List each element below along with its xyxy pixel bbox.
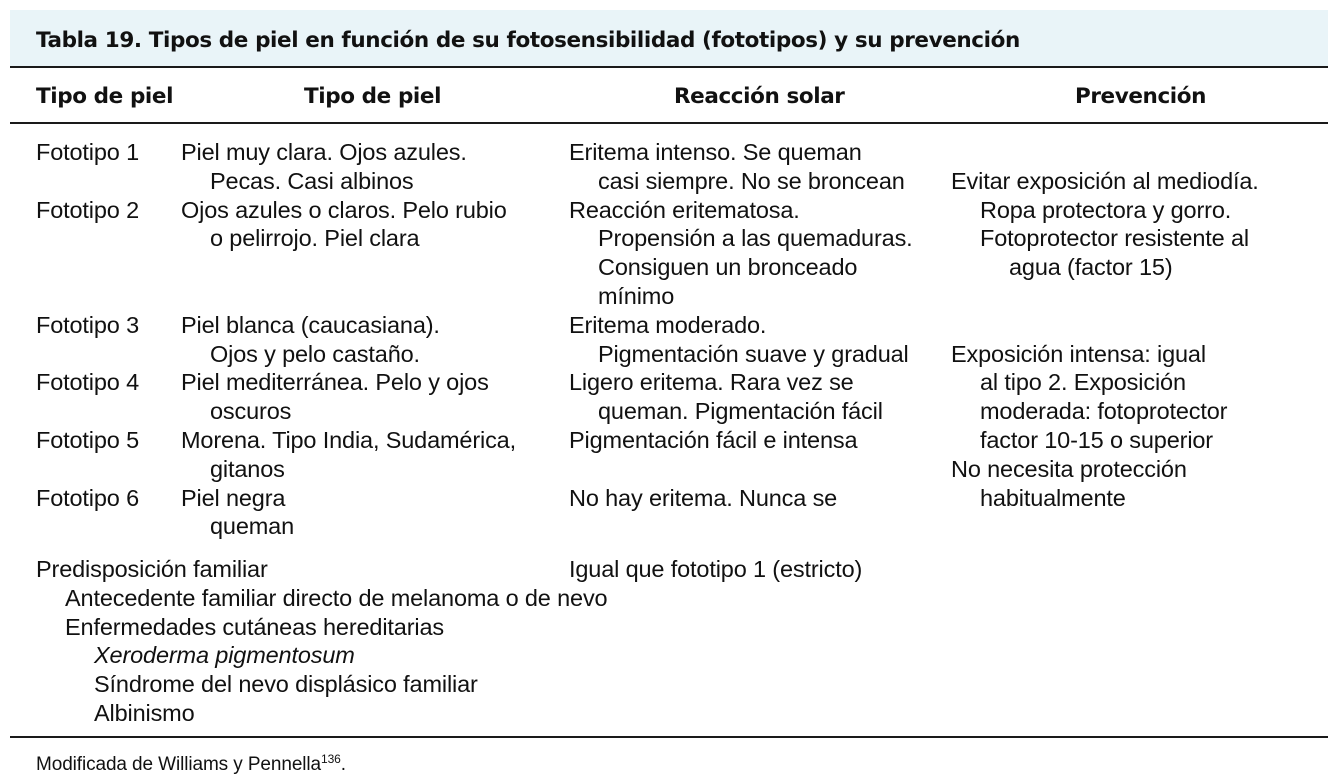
fototipo-2-piel: Ojos azules o claros. Pelo rubio o pelirrojo. Piel clara [181,196,507,252]
predisposicion-block [36,555,607,728]
predisposicion-subitem-nevo: Síndrome del nevo displásico familiar [94,671,478,698]
prevencion-grupo-3: No necesita protección habitualmente [951,455,1187,511]
prevencion-grupo-1: Evitar exposición al mediodía. Ropa protectora y gorro. Fotoprotector resistente al agua (factor 15) [951,167,1259,281]
footnote [36,752,346,776]
predisposicion-reaccion: Igual que fototipo 1 (estricto) [569,556,863,582]
fototipo-4-label: Fototipo 4 [36,369,140,396]
footnote-end: . [340,754,346,775]
table-title: Tabla 19. Tipos de piel en función de su fotosensibilidad (fototipos) y su prevención [36,28,1020,53]
predisposicion-subitem-albinismo: Albinismo [94,699,195,726]
fototipo-2-reaccion: Reacción eritematosa. Propensión a las quemaduras. Consiguen un bronceado mínimo [569,196,913,309]
header-tipo-de-piel: Tipo de piel [304,84,442,109]
fototipo-6-label: Fototipo 6 [36,484,140,511]
header-fototipo: Tipo de piel [36,84,174,109]
fototipo-5-piel: Morena. Tipo India, Sudamérica, gitanos [181,427,516,482]
fototipo-1-label: Fototipo 1 [36,139,140,165]
fototipo-1-reaccion: Eritema intenso. Se queman casi siempre. No se broncean [569,139,905,194]
predisposicion-item-antecedente: Antecedente familiar directo de melanoma o de nevo [65,584,608,611]
fototipo-3-reaccion: Eritema moderado. Pigmentación suave y gradual [569,311,909,367]
fototipo-3-piel: Piel blanca (caucasiana). Ojos y pelo castaño. [181,311,440,367]
table-title-bar [10,10,1328,68]
fototipo-6-reaccion: No hay eritema. Nunca se [569,484,838,511]
predisposicion-label: Predisposición familiar [36,556,268,582]
fototipo-3-label: Fototipo 3 [36,311,140,338]
prevencion-grupo-2: Exposición intensa: igual al tipo 2. Exposición moderada: fotoprotector factor 10-15 o superior [951,340,1228,453]
predisposicion-item-enfermedades: Enfermedades cutáneas hereditarias [65,613,444,640]
header-reaccion-solar: Reacción solar [674,84,845,109]
footnote-reference: 136 [321,752,341,766]
fototipo-5-label: Fototipo 5 [36,427,140,453]
bottom-rule [10,736,1328,738]
header-rule [10,122,1328,124]
fototipo-1-piel: Piel muy clara. Ojos azules. Pecas. Casi albinos [181,139,467,194]
fototipo-4-reaccion: Ligero eritema. Rara vez se queman. Pigmentación fácil [569,369,883,425]
fototipo-2-label: Fototipo 2 [36,196,140,223]
fototipo-4-piel: Piel mediterránea. Pelo y ojos oscuros [181,369,489,425]
fototipo-5-reaccion: Pigmentación fácil e intensa [569,427,858,453]
predisposicion-subitem-xeroderma: Xeroderma pigmentosum [94,642,355,669]
fototipo-6-piel: Piel negra queman [181,484,295,540]
header-prevencion: Prevención [1075,84,1207,109]
footnote-text: Modificada de Williams y Pennella [36,754,321,775]
